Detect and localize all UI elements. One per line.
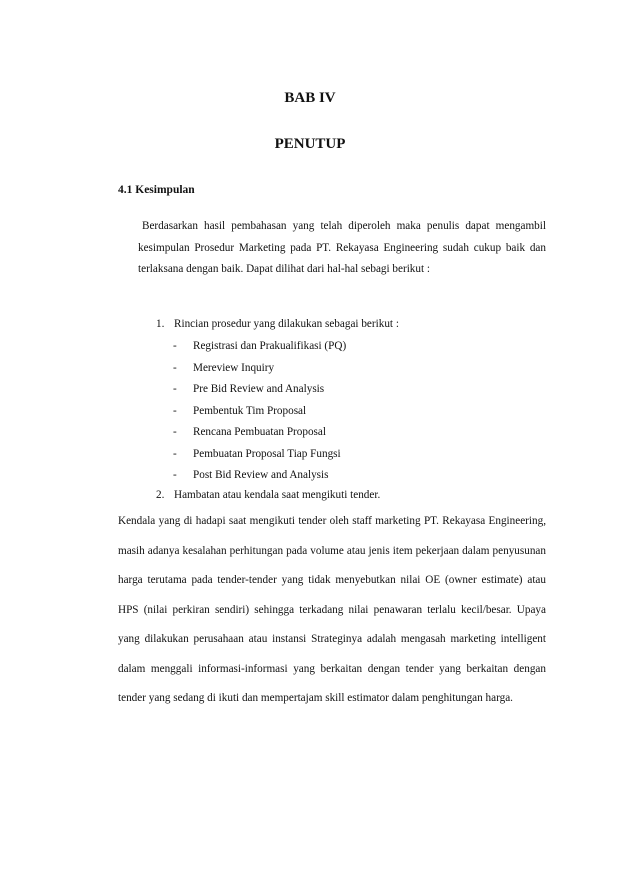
list-number: 2. (156, 489, 165, 501)
list-number: 1. (156, 318, 165, 330)
dash-bullet: - (173, 404, 177, 417)
sub-item-label: Post Bid Review and Analysis (193, 469, 329, 481)
sub-item-label: Rencana Pembuatan Proposal (193, 426, 326, 438)
sub-item (173, 383, 324, 395)
list-label: Rincian prosedur yang dilakukan sebagai berikut : (174, 318, 399, 330)
sub-item-label: Pembentuk Tim Proposal (193, 404, 307, 417)
chapter-heading: BAB IV (284, 90, 336, 106)
sub-item-label: Pre Bid Review and Analysis (193, 383, 325, 395)
section-heading: 4.1 Kesimpulan (118, 184, 195, 196)
intro-paragraph: Berdasarkan hasil pembahasan yang telah diperoleh maka penulis dapat mengambil kesimpulan Prosedur Marketing pada PT. Rekayasa Engineering sudah cukup baik dan terlaksana dengan baik. Dapat dilihat dari hal-hal sebagi berikut : (138, 220, 546, 276)
list-item-1 (156, 318, 399, 330)
sub-item-label: Pembuatan Proposal Tiap Fungsi (193, 447, 341, 460)
dash-bullet: - (173, 469, 177, 481)
sub-item-label: Mereview Inquiry (193, 361, 275, 374)
sub-item (173, 426, 326, 438)
dash-bullet: - (173, 383, 177, 395)
sub-item (173, 469, 329, 481)
sub-item (173, 340, 346, 352)
sub-item (173, 362, 274, 374)
list-label: Hambatan atau kendala saat mengikuti tender. (174, 489, 381, 501)
chapter-title: PENUTUP (274, 136, 346, 152)
sub-item-label: Registrasi dan Prakualifikasi (PQ) (193, 340, 347, 352)
dash-bullet: - (173, 426, 177, 438)
dash-bullet: - (173, 361, 177, 374)
conclusion-paragraph: Kendala yang di hadapi saat mengikuti tender oleh staff marketing PT. Rekayasa Engineering, masih adanya kesalahan perhitungan pada volume atau jenis item pekerjaan dalam penyusunan harga terutama pada tender-tender yang tidak menyebutkan nilai OE (owner estimate) atau HPS (nilai perkiran sendiri) sehingga terkadang nilai penawaran terlalu kecil/besar. Upaya yang dilakukan perusahaan atau instansi Strateginya adalah mengasah marketing intelligent dalam menggali informasi-informasi yang berkaitan dengan tender yang berkaitan dengan tender yang sedang di ikuti dan mempertajam skill estimator dalam penghitungan harga. (118, 515, 546, 704)
list-item-2 (156, 489, 380, 501)
sub-item (173, 405, 306, 417)
dash-bullet: - (173, 340, 177, 352)
dash-bullet: - (173, 447, 177, 460)
sub-item (173, 448, 341, 460)
